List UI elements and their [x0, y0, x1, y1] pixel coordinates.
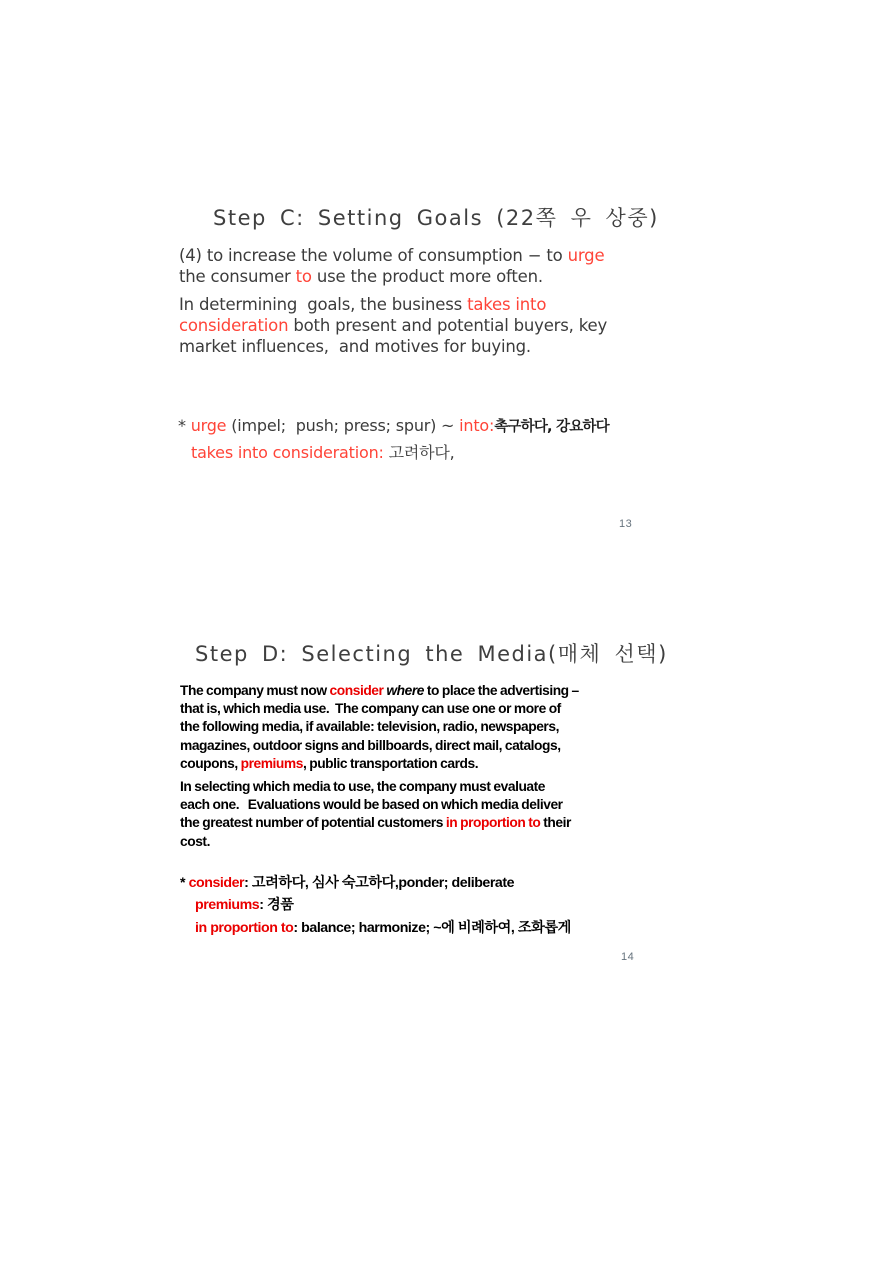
text-segment: In selecting which media to use, the company must evaluate	[180, 779, 546, 795]
text-segment: cost.	[180, 833, 210, 849]
text-line	[180, 778, 579, 796]
text-segment-kb: 촉구하다, 강요하다	[494, 419, 609, 435]
text-segment: The company must now	[180, 683, 330, 698]
text-segment-red: consider	[329, 683, 384, 698]
text-segment: *	[178, 416, 191, 435]
text-segment: the following media, if available: television, radio, newspapers,	[180, 719, 559, 735]
text-line	[180, 700, 579, 718]
text-segment-italic: where	[386, 683, 424, 698]
text-segment: In determining goals, the business	[179, 294, 468, 314]
text-segment-red: in proportion to	[445, 815, 541, 831]
text-line	[180, 917, 571, 939]
slide-d-title: Step D: Selecting the Media(매체 선택)	[195, 642, 668, 667]
text-segment-red: premiums	[195, 897, 260, 914]
slide-c-vocabulary-notes	[178, 413, 609, 466]
text-line	[179, 266, 607, 287]
text-segment: magazines, outdoor signs and billboards, direct mail, catalogs,	[180, 737, 561, 753]
text-segment: : 고려하다, 심사 숙고하다,ponder; deliberate	[244, 875, 515, 891]
text-segment-red: to	[295, 267, 312, 287]
text-segment-red: takes into	[467, 294, 547, 314]
text-segment-red: urge	[567, 246, 605, 265]
text-segment: that is, which media use. The company can use one or more of	[180, 701, 561, 717]
text-segment: the consumer	[179, 267, 296, 287]
text-line	[180, 894, 571, 916]
text-segment: use the product more often.	[311, 267, 543, 287]
text-segment-red: into:	[459, 416, 495, 435]
text-line	[180, 872, 571, 894]
page-number-14: 14	[621, 951, 635, 963]
text-line	[178, 440, 609, 466]
text-line	[179, 336, 607, 357]
text-line	[180, 833, 579, 851]
text-line	[180, 718, 579, 736]
text-line	[180, 755, 579, 773]
text-segment-red: consider	[188, 875, 245, 891]
text-segment: 고려하다,	[383, 443, 455, 462]
slide-c-body-text	[179, 245, 607, 357]
text-segment: coupons,	[180, 755, 241, 771]
text-segment: (4) to increase the volume of consumption − to	[179, 246, 568, 265]
text-segment: each one. Evaluations would be based on which media deliver	[180, 797, 563, 813]
text-line	[179, 294, 607, 315]
text-segment: , public transportation cards.	[302, 755, 479, 771]
text-line	[179, 315, 607, 336]
text-segment-red: in proportion to	[195, 919, 294, 936]
text-segment-red: urge	[190, 416, 227, 435]
text-line	[180, 814, 579, 832]
text-segment-red: takes into consideration:	[191, 443, 384, 462]
text-segment: (impel; push; press; spur) ~	[226, 416, 460, 435]
text-line	[179, 245, 607, 266]
slide-d-body-text	[180, 682, 579, 851]
slide-d-vocabulary-notes	[180, 872, 571, 939]
text-line	[178, 413, 609, 440]
text-line	[180, 737, 579, 755]
text-segment: both present and potential buyers, key	[288, 315, 608, 335]
text-segment: : 경품	[259, 897, 294, 914]
text-segment-red: consideration	[179, 315, 289, 335]
text-segment: : balance; harmonize; ~에 비례하여, 조화롭게	[293, 919, 571, 936]
text-line	[180, 796, 579, 814]
text-segment: *	[180, 875, 189, 891]
text-segment: their	[540, 815, 571, 831]
text-segment: market influences, and motives for buying.	[179, 337, 531, 357]
text-segment: to place the advertising –	[423, 683, 579, 698]
text-segment: the greatest number of potential customers	[180, 815, 446, 831]
text-line	[180, 682, 579, 700]
slide-c-title: Step C: Setting Goals (22쪽 우 상중)	[213, 206, 659, 231]
page-number-13: 13	[619, 518, 633, 530]
text-segment-red: premiums	[240, 755, 303, 771]
